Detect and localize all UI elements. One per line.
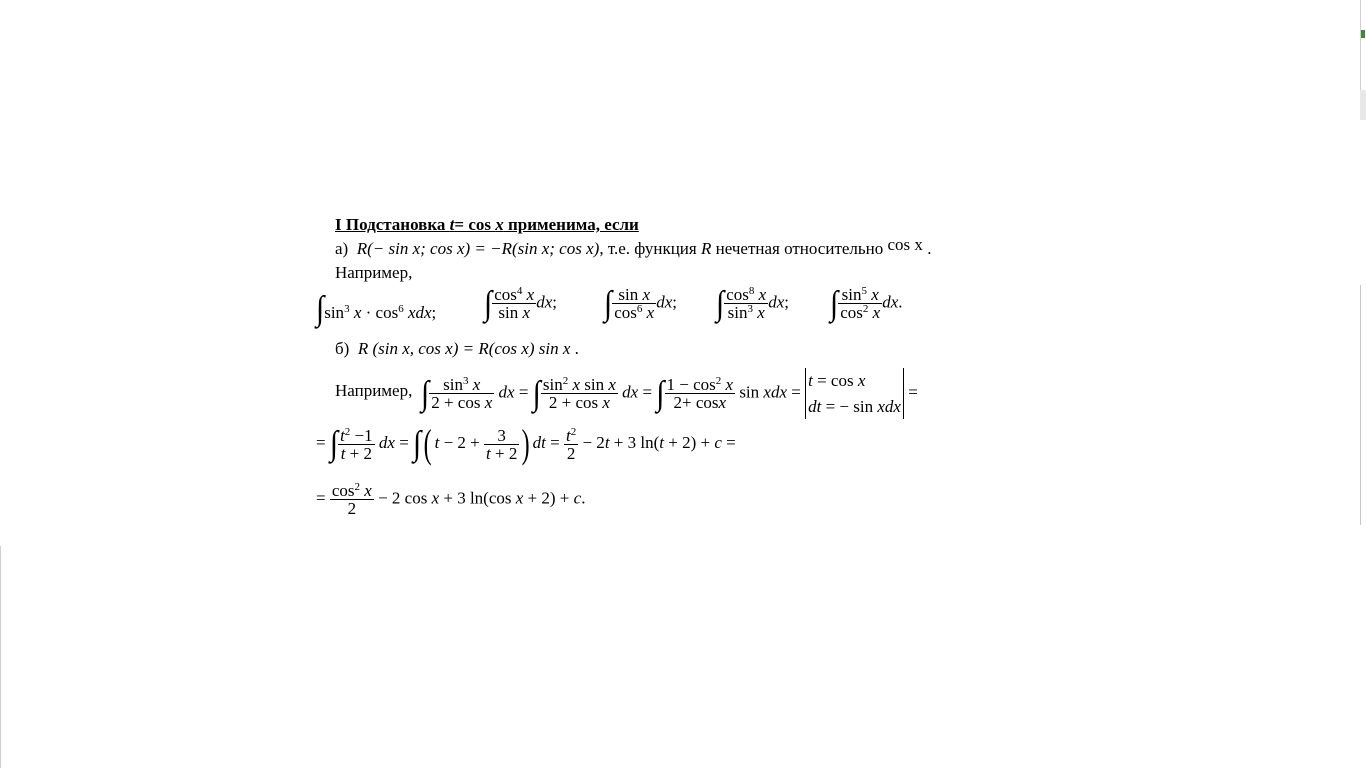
heading-prefix: I Подстановка: [335, 215, 450, 234]
case-a-dot: .: [927, 239, 932, 258]
heading-x: x: [495, 215, 504, 234]
calc-line-1-expr: ∫ $\frac{\sin^3 x}{\text{2 + cos x}}$ dx = ∫ $\frac{\sin^2 x \sin x}{\text{2 + cos x}}$ dx = ∫ $\frac{1 - \cos^2 x}{2+ \cos x}$ sin xdx = t = cos x dt = − sin xdx =: [421, 368, 918, 419]
scrollbar-track-top: [1360, 0, 1366, 90]
scrollbar-track-bottom: [1360, 285, 1366, 525]
example-b-label: Например,: [335, 381, 413, 400]
calc-line-3-expr: = $\frac{\cos^2 x}{2}$ − 2 cos x + 3 ln(cos x + 2) + c.: [316, 481, 586, 518]
case-b-line: [335, 340, 579, 357]
case-a-r: R: [700, 239, 712, 258]
section-heading: [335, 216, 639, 233]
integral-a-2: ∫ $\frac{\cos^4 x}{\text{sin x}}$ dx;: [484, 283, 557, 322]
heading-eq: = cos: [454, 215, 496, 234]
case-b-dot: .: [574, 339, 579, 358]
heading-var: t: [449, 215, 455, 234]
case-a-condition: R(− sin x; cos x) = −R(sin x; cos x): [356, 239, 600, 258]
case-b-condition: R (sin x, cos x) = R(cos x) sin x: [357, 339, 571, 358]
case-a-label: а): [335, 239, 349, 258]
integral-a-5: ∫ $\frac{\sin^5 x}{\cos^2 x}$ dx.: [830, 283, 903, 322]
window-edge-left: [0, 546, 1, 768]
heading-rest: применима, если: [503, 215, 639, 234]
case-a-line: [335, 235, 932, 258]
case-a-text: , т.е. функция: [599, 239, 701, 258]
case-a-cos: cos x: [887, 235, 923, 254]
integral-a-4: ∫ $\frac{\cos^8 x}{\sin^3 x}$ dx;: [716, 283, 789, 322]
scrollbar-marker: [1361, 30, 1365, 38]
case-a-text2: нечетная относительно: [711, 239, 888, 258]
window-scrollbar[interactable]: [1360, 0, 1366, 768]
document-page: [316, 210, 1046, 540]
example-a-label: Например,: [335, 263, 413, 282]
integral-a-1: $\int\sin^3$ $x \cdot \cos^6$ xdx;: [316, 289, 437, 328]
scrollbar-thumb[interactable]: [1360, 90, 1366, 120]
case-b-label: б): [335, 339, 350, 358]
calc-line-2-expr: = ∫ $\frac{t^2 -1}{t + 2}$ dx = ∫( t − 2 + $\frac{3}{t + 2}$ ) dt = $\frac{t^2}{2}$ − 2t + 3 ln(t + 2) + c =: [316, 421, 736, 466]
integral-a-3: ∫ $\frac{\text{sin x}}{\cos^6 x}$ dx;: [604, 283, 677, 322]
